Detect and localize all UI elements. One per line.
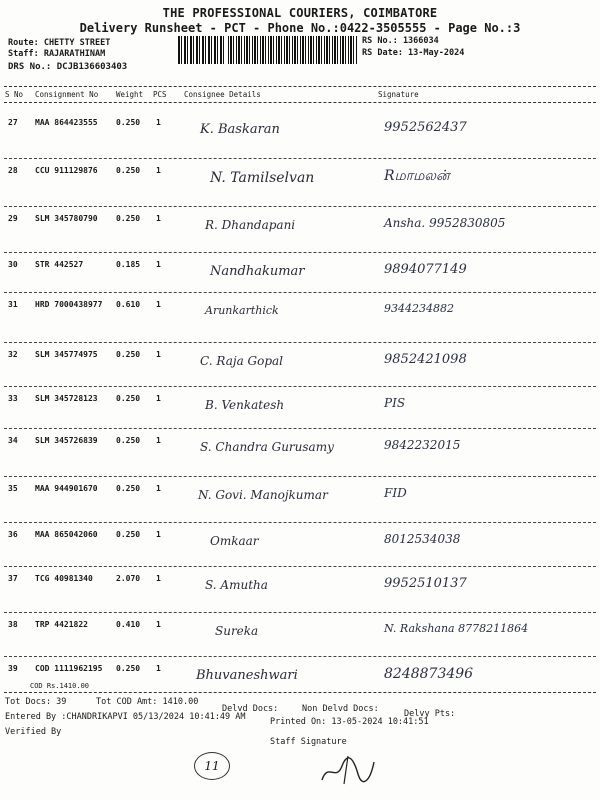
row-weight: 0.250 [116,484,141,493]
signature-entry: PIS [384,396,406,410]
row-weight: 0.250 [116,214,141,223]
signature-entry: 9344234882 [384,302,454,315]
row-sno: 32 [8,350,18,359]
barcode-small [178,36,226,64]
row-sno: 35 [8,484,18,493]
route-label: Route: CHETTY STREET [8,38,111,48]
row-sno: 30 [8,260,18,269]
row-consignment: MAA 944901670 [35,484,98,493]
row-weight: 0.410 [116,620,141,629]
row-pcs: 1 [156,214,161,223]
signature-entry: FID [384,486,407,500]
row-sno: 36 [8,530,18,539]
total-docs: Tot Docs: 39 [5,697,67,707]
document-title: THE PROFESSIONAL COURIERS, COIMBATORE [162,6,438,20]
row-consignment: COD 1111962195 [35,664,103,673]
signature-entry: Rமாமலன் [384,168,450,184]
row-divider [4,566,596,567]
staff-signature-label: Staff Signature [270,737,347,747]
consignee-name: R. Dhandapani [205,218,296,232]
row-divider [4,522,596,523]
row-weight: 0.250 [116,350,141,359]
row-consignment: SLM 345780790 [35,214,98,223]
row-sno: 33 [8,394,18,403]
signature-entry: 8012534038 [384,532,461,546]
row-weight: 0.250 [116,436,141,445]
signature-entry: Ansha. 9952830805 [384,216,506,230]
signature-entry: 9894077149 [384,262,467,277]
row-pcs: 1 [156,530,161,539]
consignee-name: B. Venkatesh [205,398,285,412]
row-consignment: CCU 911129876 [35,166,98,175]
consignee-name: Omkaar [210,534,259,548]
document-subtitle: Delivery Runsheet - PCT - Phone No.:0422-3505555 - Page No.:3 [79,21,521,35]
barcode [228,36,358,64]
col-signature: Signature [378,90,419,99]
row-sno: 37 [8,574,18,583]
circled-number: 11 [194,752,230,780]
row-consignment: HRD 7000438977 [35,300,103,309]
consignee-name: K. Baskaran [200,122,280,137]
row-consignment: MAA 864423555 [35,118,98,127]
row-weight: 0.250 [116,118,141,127]
row-consignment: STR 442527 [35,260,84,269]
col-pcs: PCS [153,90,167,99]
row-divider [4,252,596,253]
total-cod: Tot COD Amt: 1410.00 [96,697,199,707]
rs-date: RS Date: 13-May-2024 [362,48,465,58]
row-consignment: TCG 40981340 [35,574,93,583]
entered-by: Entered By :CHANDRIKAPVI 05/13/2024 10:41:49 AM [5,712,246,722]
row-sno: 27 [8,118,18,127]
row-pcs: 1 [156,620,161,629]
col-weight: Weight [116,90,144,99]
consignee-name: N. Tamilselvan [210,170,315,186]
row-pcs: 1 [156,260,161,269]
row-pcs: 1 [156,118,161,127]
col-consignee: Consignee Details [184,90,261,99]
row-sno: 34 [8,436,18,445]
consignee-name: C. Raja Gopal [200,354,284,368]
staff-signature-scribble [318,752,378,786]
row-weight: 0.250 [116,530,141,539]
row-pcs: 1 [156,664,161,673]
consignee-name: S. Chandra Gurusamy [200,440,334,454]
row-weight: 0.250 [116,166,141,175]
row-sno: 28 [8,166,18,175]
row-weight: 0.250 [116,664,141,673]
row-consignment: TRP 4421822 [35,620,88,629]
column-divider [4,102,596,103]
verified-by: Verified By [5,727,62,737]
consignee-name: Bhuvaneshwari [196,668,298,683]
col-consignment: Consignment No [35,90,99,99]
consignee-name: Arunkarthick [205,304,279,317]
footer-divider [4,692,596,693]
signature-entry: 9852421098 [384,352,467,367]
row-pcs: 1 [156,300,161,309]
delivered-docs: Delvd Docs: [222,704,279,714]
cod-note: COD Rs.1410.00 [30,682,90,690]
row-divider [4,292,596,293]
row-pcs: 1 [156,166,161,175]
signature-entry: 8248873496 [384,666,474,682]
signature-entry: 9952562437 [384,120,467,135]
signature-entry: N. Rakshana 8778211864 [384,622,529,635]
row-divider [4,206,596,207]
consignee-name: Nandhakumar [210,264,305,279]
row-pcs: 1 [156,394,161,403]
row-divider [4,386,596,387]
row-divider [4,428,596,429]
rs-number: RS No.: 1366034 [362,36,439,46]
row-consignment: SLM 345774975 [35,350,98,359]
non-delivered-docs: Non Delvd Docs: [302,704,379,714]
row-pcs: 1 [156,574,161,583]
row-sno: 31 [8,300,18,309]
row-divider [4,612,596,613]
consignee-name: Sureka [215,624,259,638]
drs-number: DRS No.: DCJB136603403 [8,62,128,72]
row-sno: 39 [8,664,18,673]
row-consignment: SLM 345726839 [35,436,98,445]
staff-label: Staff: RAJARATHINAM [8,49,106,59]
row-consignment: SLM 345728123 [35,394,98,403]
signature-entry: 9952510137 [384,576,467,591]
row-divider [4,476,596,477]
row-divider [4,342,596,343]
row-consignment: MAA 865042060 [35,530,98,539]
row-weight: 0.610 [116,300,141,309]
row-weight: 0.250 [116,394,141,403]
col-sno: S No [5,90,24,99]
row-divider [4,158,596,159]
printed-on: Printed On: 13-05-2024 10:41:51 [270,717,429,727]
row-weight: 2.070 [116,574,141,583]
row-sno: 38 [8,620,18,629]
delivery-points: Delvy Pts: [404,709,456,719]
row-pcs: 1 [156,436,161,445]
consignee-name: N. Govi. Manojkumar [198,488,328,502]
row-weight: 0.185 [116,260,141,269]
row-divider [4,656,596,657]
row-pcs: 1 [156,350,161,359]
signature-entry: 9842232015 [384,438,461,452]
consignee-name: S. Amutha [205,578,268,592]
header-divider [4,86,596,87]
row-pcs: 1 [156,484,161,493]
row-sno: 29 [8,214,18,223]
